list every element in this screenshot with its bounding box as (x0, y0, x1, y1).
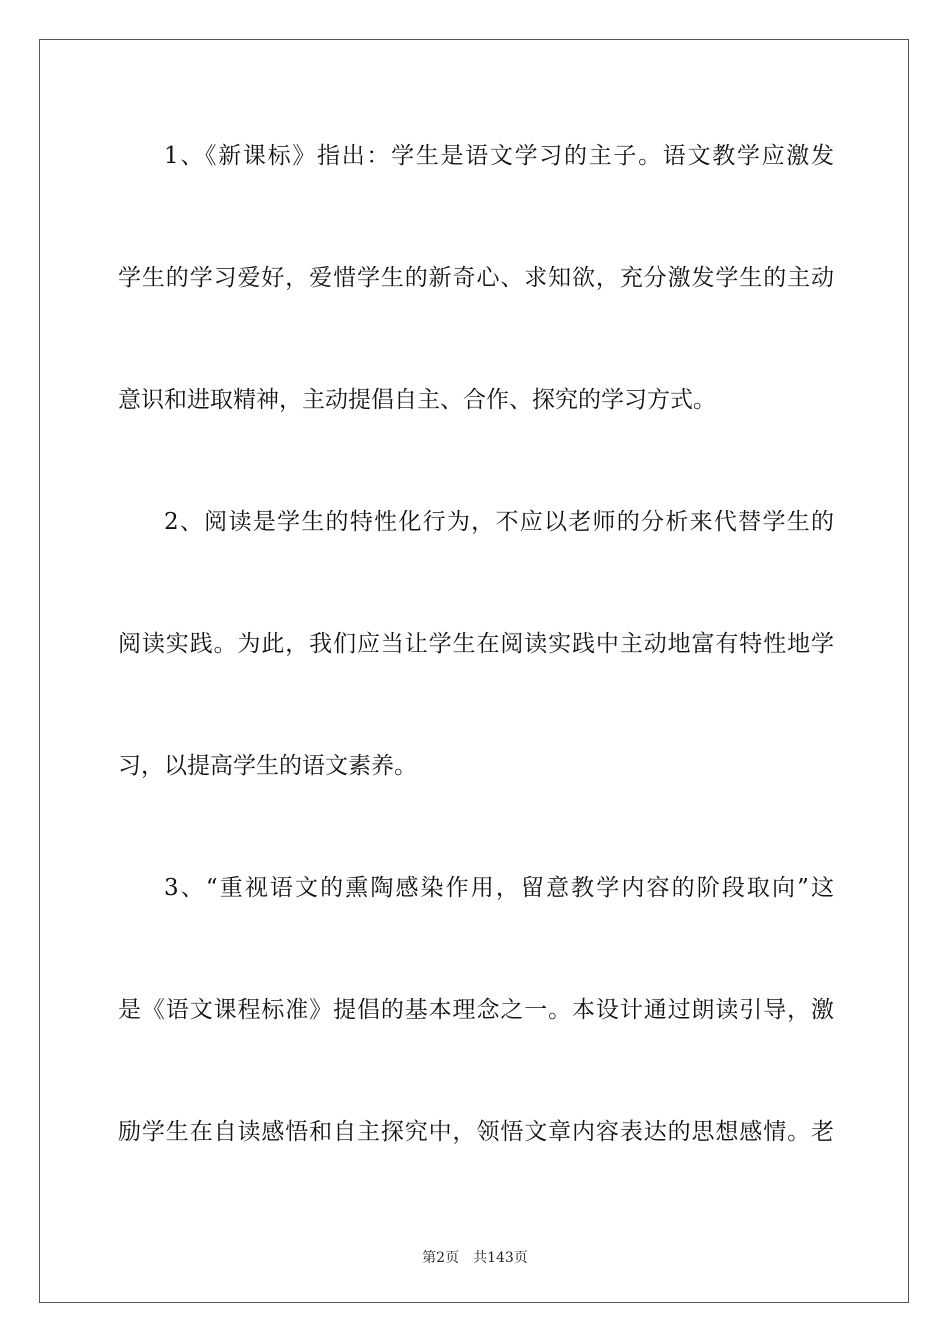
paragraph-line: 2、阅读是学生的特性化行为，不应以老师的分析来代替学生的 (164, 509, 834, 535)
paragraph-line: 意识和进取精神，主动提倡自主、合作、探究的学习方式。 (118, 387, 716, 413)
paragraph-line: 习，以提高学生的语文素养。 (118, 753, 417, 779)
paragraph-line: 学生的学习爱好，爱惜学生的新奇心、求知欲，充分激发学生的主动 (118, 265, 834, 291)
paragraph-3 (118, 858, 834, 1162)
paragraph-line: 阅读实践。为此，我们应当让学生在阅读实践中主动地富有特性地学 (118, 631, 834, 657)
page-number: 第2页 (422, 1250, 460, 1266)
paragraph-1 (118, 126, 834, 430)
paragraph-line: 1、《新课标》指出：学生是语文学习的主子。语文教学应激发 (164, 143, 834, 169)
page-total: 共143页 (473, 1250, 528, 1266)
document-body (118, 126, 834, 1162)
paragraph-line: 是《语文课程标准》提倡的基本理念之一。本设计通过朗读引导，激 (118, 997, 834, 1023)
paragraph-line: 3、“重视语文的熏陶感染作用，留意教学内容的阶段取向”这 (164, 875, 834, 901)
paragraph-2 (118, 492, 834, 796)
page-footer (0, 1247, 950, 1267)
paragraph-line: 励学生在自读感悟和自主探究中，领悟文章内容表达的思想感情。老 (118, 1119, 834, 1145)
